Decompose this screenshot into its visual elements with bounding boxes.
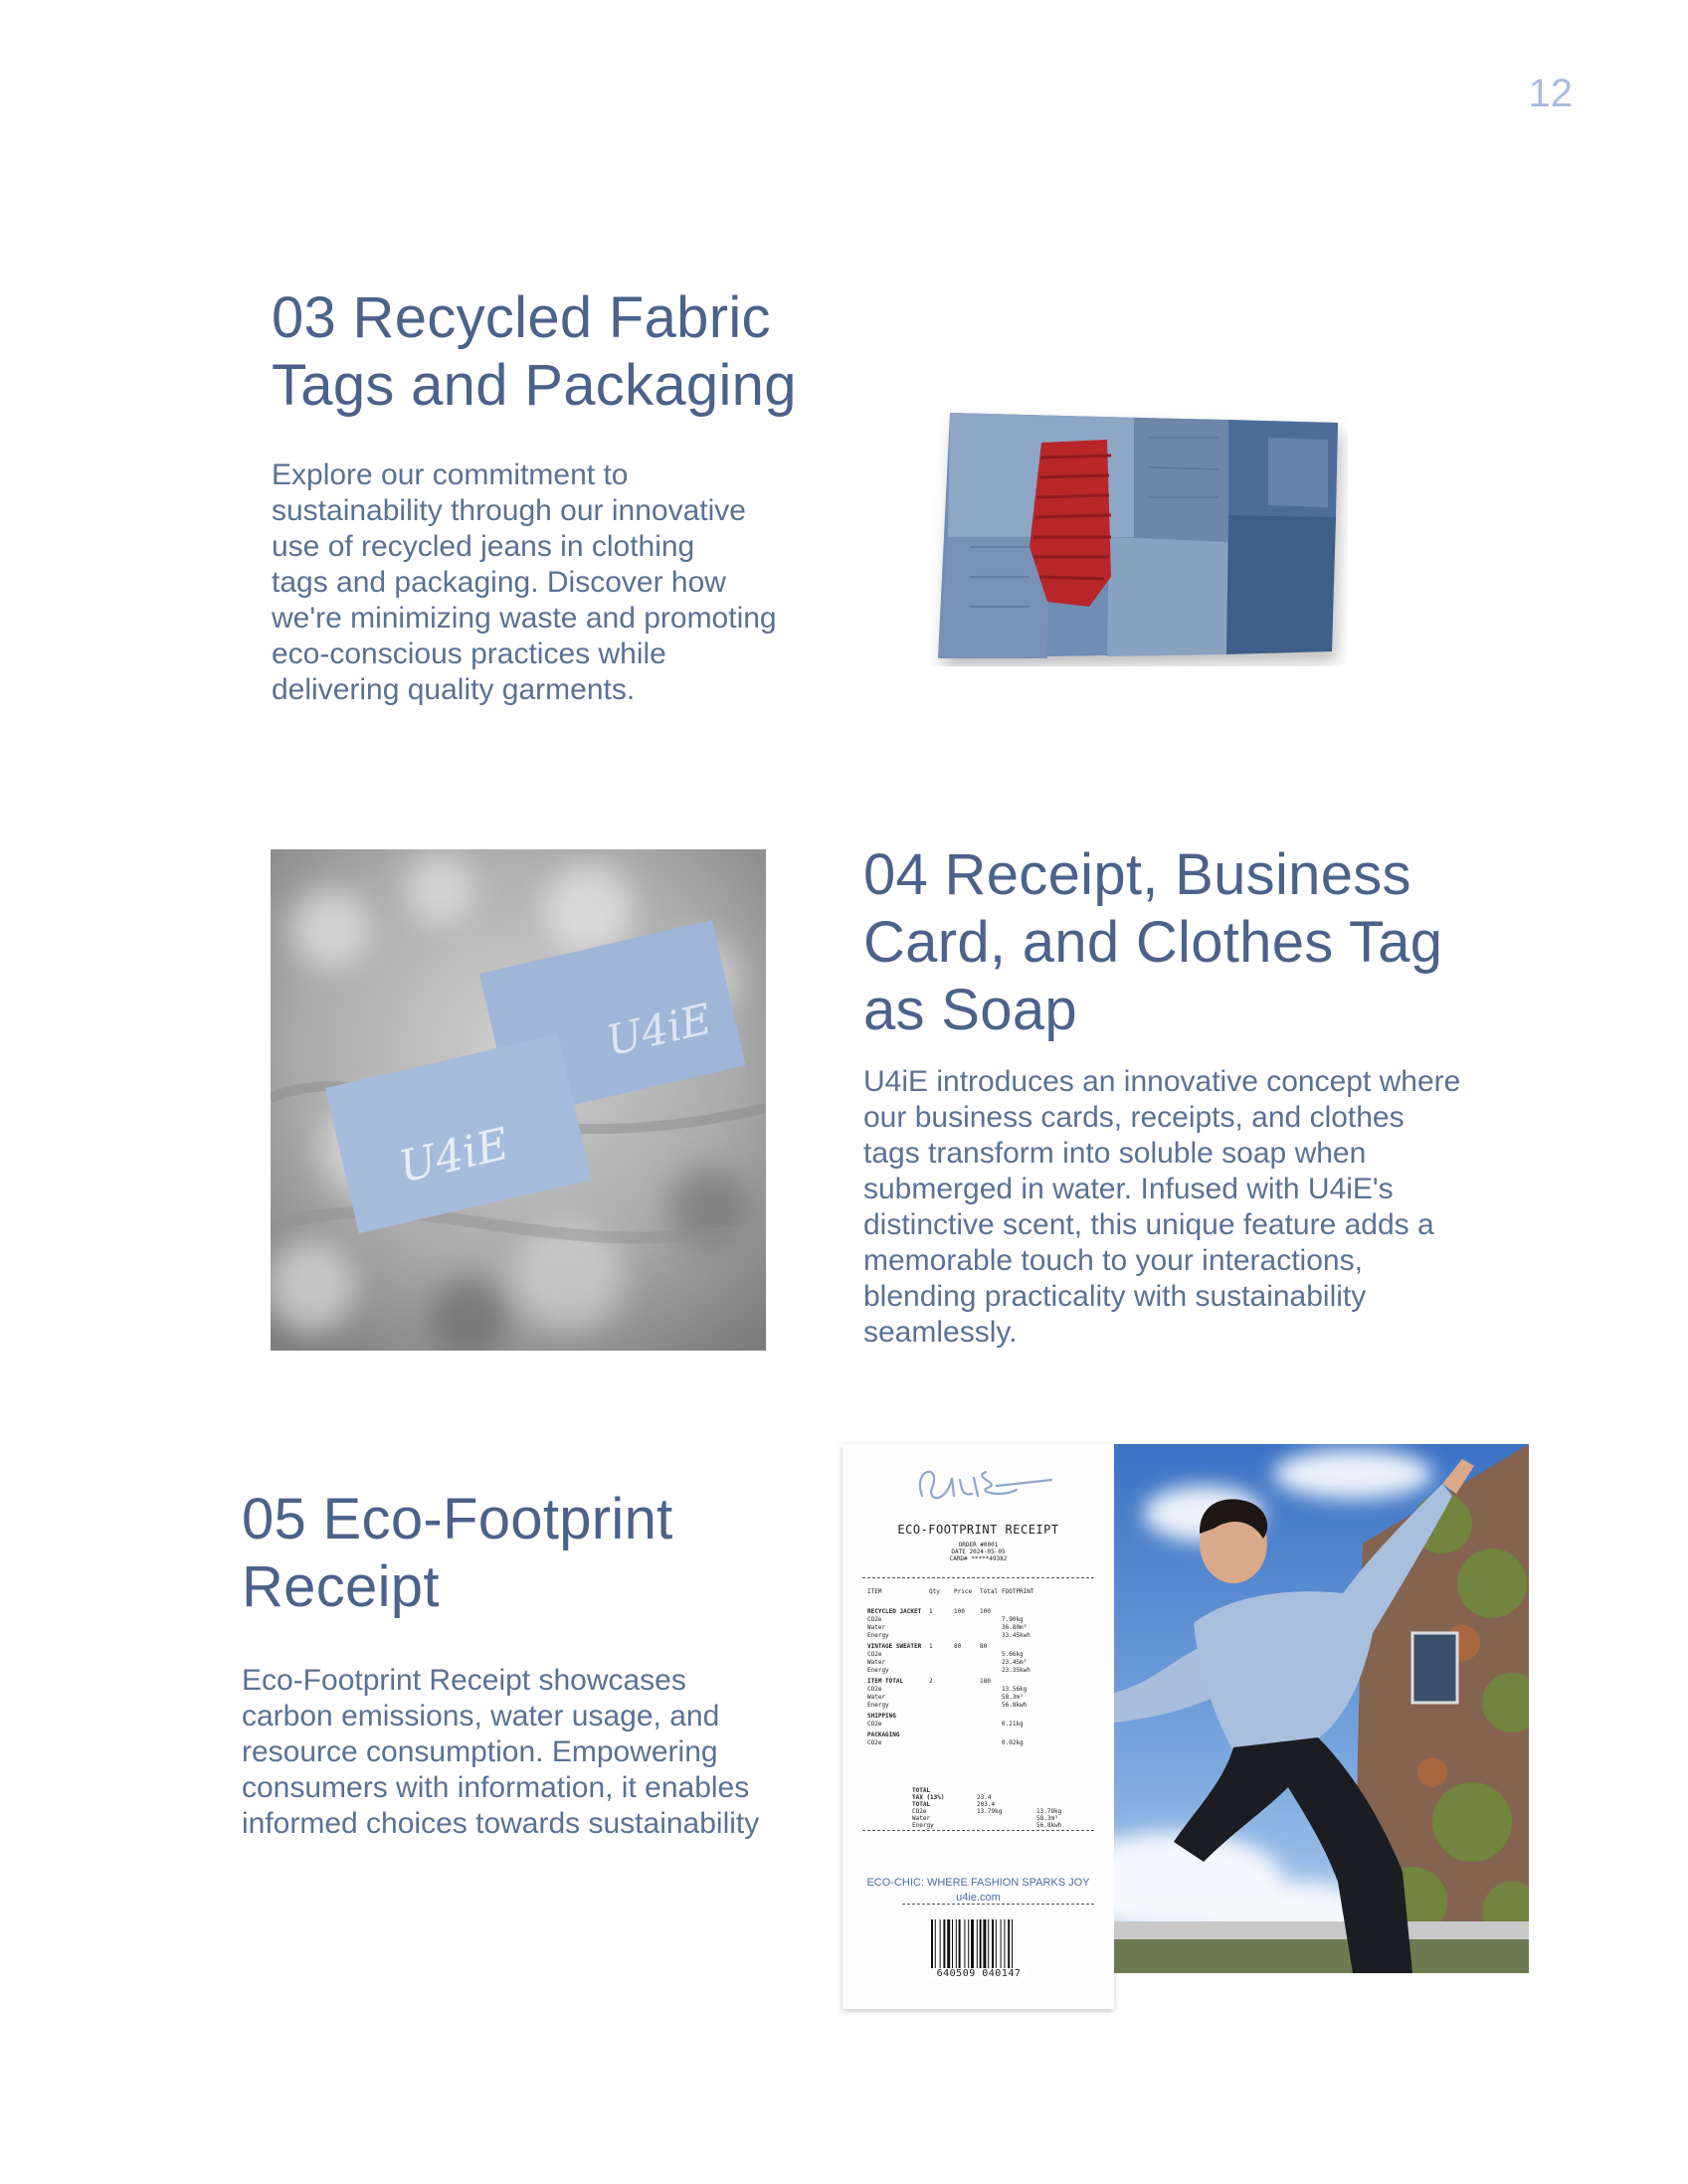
- body-line: we're minimizing waste and promoting: [272, 602, 777, 635]
- receipt-row: [867, 1686, 1094, 1694]
- receipt-cell: 203.4: [977, 1801, 996, 1808]
- receipt-date: DATE 2024-05-05: [951, 1548, 1006, 1555]
- receipt-tagline: ECO-CHIC: WHERE FASHION SPARKS JOY: [866, 1877, 1090, 1889]
- body-line: U4iE introduces an innovative concept where: [863, 1065, 1461, 1098]
- receipt-title: ECO-FOOTPRINT RECEIPT: [897, 1523, 1059, 1537]
- receipt-cell: 23.35kwh: [1002, 1667, 1031, 1674]
- receipt-cell: Water: [867, 1659, 886, 1666]
- barcode-bar: [980, 1919, 982, 1969]
- barcode-bar: [1012, 1919, 1013, 1969]
- section-03-heading: [272, 284, 797, 420]
- receipt-cell: Price: [954, 1588, 973, 1595]
- barcode-bar: [964, 1919, 965, 1969]
- section-05-heading: [242, 1486, 673, 1621]
- body-line: informed choices towards sustainability: [242, 1807, 760, 1840]
- barcode-bar: [935, 1919, 936, 1969]
- receipt-cell: 33.45kwh: [1002, 1632, 1031, 1639]
- receipt-cell: 80: [980, 1643, 988, 1650]
- receipt-cell: TAX (13%): [912, 1794, 945, 1801]
- receipt-order: ORDER #0001: [958, 1542, 999, 1548]
- body-line: submerged in water. Infused with U4iE's: [863, 1173, 1394, 1205]
- barcode-bar: [968, 1919, 969, 1969]
- body-line: resource consumption. Empowering: [242, 1735, 718, 1768]
- eco-footprint-receipt: [843, 1444, 1114, 2009]
- heading-line: 03 Recycled Fabric: [272, 285, 771, 350]
- receipt-row: [867, 1651, 1094, 1659]
- receipt-meta: [843, 1542, 1114, 1562]
- body-line: distinctive scent, this unique feature adds a: [863, 1208, 1434, 1241]
- receipt-cell: ITEM: [867, 1588, 882, 1595]
- receipt-cell: CO2e: [867, 1616, 882, 1623]
- body-line: seamlessly.: [863, 1316, 1018, 1349]
- barcode-bar: [971, 1919, 974, 1969]
- receipt-row: [867, 1624, 1094, 1632]
- receipt-cell: FOOTPRINT: [1002, 1588, 1034, 1595]
- receipt-row: [867, 1721, 1094, 1729]
- receipt-cell: 58.3m³: [1036, 1815, 1058, 1822]
- body-line: sustainability through our innovative: [272, 494, 746, 527]
- barcode-bar: [943, 1919, 945, 1969]
- heading-line: 04 Receipt, Business: [863, 842, 1411, 907]
- body-line: eco-conscious practices while: [272, 637, 666, 670]
- receipt-row: [867, 1694, 1094, 1702]
- body-line: memorable touch to your interactions,: [863, 1244, 1363, 1277]
- barcode-bar: [956, 1919, 957, 1969]
- receipt-cell: 13.79kg: [977, 1808, 1003, 1815]
- receipt-cell: RECYCLED JACKET: [867, 1608, 922, 1615]
- receipt-row: [867, 1659, 1094, 1667]
- body-line: delivering quality garments.: [272, 673, 636, 706]
- business-cards-image: [271, 849, 766, 1351]
- receipt-cell: 1: [929, 1643, 933, 1650]
- barcode-bar: [983, 1919, 986, 1969]
- barcode-bar: [977, 1919, 978, 1969]
- receipt-row: [867, 1588, 1094, 1596]
- recycled-denim-patchwork-image: [930, 398, 1348, 666]
- heading-line: Card, and Clothes Tag: [863, 910, 1443, 975]
- receipt-row: [867, 1713, 1094, 1721]
- person-jumping-photo: [1114, 1444, 1529, 1973]
- receipt-cell: 80: [954, 1643, 962, 1650]
- barcode-bar: [952, 1919, 953, 1969]
- heading-line: Receipt: [242, 1554, 440, 1619]
- receipt-website: u4ie.com: [956, 1892, 1001, 1904]
- receipt-row: [867, 1643, 1094, 1651]
- receipt-card: CARD# *****49382: [949, 1555, 1008, 1562]
- heading-line: 05 Eco-Footprint: [242, 1487, 673, 1551]
- receipt-cell: 180: [980, 1678, 991, 1685]
- receipt-cell: Energy: [867, 1667, 889, 1674]
- heading-line: as Soap: [863, 978, 1077, 1042]
- body-line: use of recycled jeans in clothing: [272, 530, 695, 563]
- receipt-row: [867, 1667, 1094, 1675]
- barcode-bar: [940, 1919, 941, 1969]
- receipt-cell: 13.56kg: [1002, 1686, 1028, 1693]
- heading-line: Tags and Packaging: [272, 353, 797, 418]
- section-04-body: [863, 1064, 1460, 1351]
- receipt-cell: 56.8kwh: [1036, 1822, 1062, 1829]
- receipt-cell: 2: [929, 1678, 933, 1685]
- body-line: consumers with information, it enables: [242, 1771, 750, 1804]
- receipt-row: [867, 1739, 1094, 1747]
- barcode-bar: [931, 1919, 933, 1969]
- receipt-cell: CO2e: [867, 1739, 882, 1746]
- page-number: 12: [1528, 72, 1573, 115]
- receipt-row: [867, 1822, 1094, 1830]
- receipt-cell: PACKAGING: [867, 1731, 900, 1738]
- barcode-number: 640509 040147: [929, 1968, 1029, 1979]
- barcode-bar: [959, 1919, 961, 1969]
- receipt-cell: VINTAGE SWEATER: [867, 1643, 922, 1650]
- receipt-cell: CO2e: [867, 1686, 882, 1693]
- u4ie-logo: [902, 1458, 1061, 1510]
- body-line: our business cards, receipts, and clothes: [863, 1101, 1405, 1134]
- barcode-bar: [1001, 1919, 1002, 1969]
- receipt-row: [867, 1731, 1094, 1739]
- receipt-cell: 1: [929, 1608, 933, 1615]
- section-05-body: [242, 1663, 759, 1842]
- receipt-row: [867, 1678, 1094, 1686]
- barcode-bar: [1004, 1919, 1005, 1969]
- svg-text:U4iE: U4iE: [394, 1118, 514, 1193]
- barcode-bar: [988, 1919, 989, 1969]
- receipt-cell: Energy: [867, 1632, 889, 1639]
- receipt-cell: CO2e: [912, 1808, 927, 1815]
- barcode-bar: [947, 1919, 950, 1969]
- svg-text:U4iE: U4iE: [602, 994, 716, 1066]
- receipt-cell: Qty: [929, 1588, 940, 1595]
- receipt-divider: [862, 1577, 1094, 1578]
- section-03-body: [272, 457, 777, 708]
- receipt-cell: 5.66kg: [1002, 1651, 1024, 1658]
- barcode-bar: [992, 1919, 994, 1969]
- receipt-cell: 0.02kg: [1002, 1739, 1024, 1746]
- receipt-cell: TOTAL: [912, 1787, 931, 1794]
- receipt-cell: Energy: [912, 1822, 934, 1829]
- receipt-row: [867, 1608, 1094, 1616]
- body-line: Explore our commitment to: [272, 458, 629, 491]
- receipt-cell: SHIPPING: [867, 1713, 896, 1720]
- body-line: Eco-Footprint Receipt showcases: [242, 1664, 686, 1697]
- receipt-cell: ITEM TOTAL: [867, 1678, 904, 1685]
- receipt-cell: TOTAL: [912, 1801, 931, 1808]
- receipt-cell: 58.3m³: [1002, 1694, 1024, 1701]
- receipt-cell: Water: [867, 1624, 886, 1631]
- receipt-cell: 23.45m³: [1002, 1659, 1028, 1666]
- receipt-cell: 13.79kg: [1036, 1808, 1062, 1815]
- receipt-cell: 56.8kwh: [1002, 1702, 1028, 1709]
- body-line: carbon emissions, water usage, and: [242, 1700, 720, 1732]
- body-line: tags and packaging. Discover how: [272, 566, 726, 599]
- receipt-cell: Water: [912, 1815, 931, 1822]
- receipt-cell: Energy: [867, 1702, 889, 1709]
- body-line: blending practicality with sustainability: [863, 1280, 1367, 1313]
- receipt-tagline-block: [843, 1876, 1114, 1906]
- receipt-divider: [862, 1830, 1094, 1831]
- receipt-row: [867, 1632, 1094, 1640]
- receipt-cell: 0.21kg: [1002, 1721, 1024, 1728]
- receipt-cell: 100: [980, 1608, 991, 1615]
- section-04-heading: [863, 841, 1442, 1044]
- receipt-cell: Water: [867, 1694, 886, 1701]
- receipt-cell: CO2e: [867, 1651, 882, 1658]
- receipt-cell: 36.80m³: [1002, 1624, 1028, 1631]
- receipt-cell: 23.4: [977, 1794, 992, 1801]
- receipt-cell: 7.90kg: [1002, 1616, 1024, 1623]
- body-line: tags transform into soluble soap when: [863, 1137, 1367, 1170]
- receipt-cell: Total: [980, 1588, 999, 1595]
- receipt-cell: CO2e: [867, 1721, 882, 1728]
- receipt-row: [867, 1702, 1094, 1710]
- barcode-bar: [1008, 1919, 1010, 1969]
- barcode-bar: [996, 1919, 997, 1969]
- receipt-row: [867, 1616, 1094, 1624]
- receipt-cell: 100: [954, 1608, 965, 1615]
